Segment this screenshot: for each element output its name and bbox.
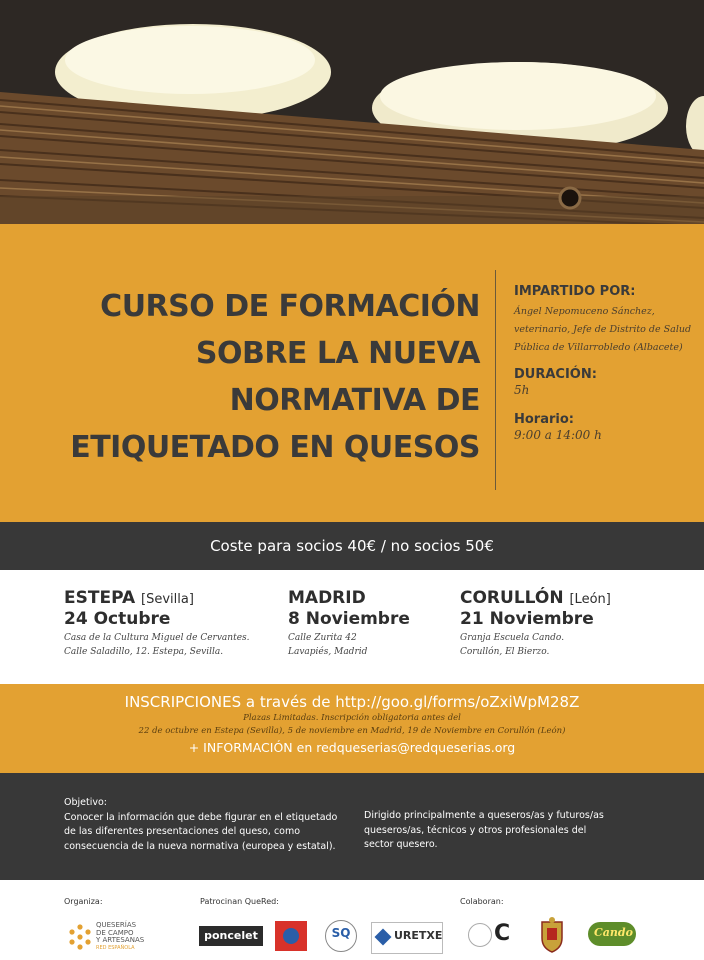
uretxe-logo <box>371 922 443 954</box>
title-line: NORMATIVA DE <box>229 383 480 418</box>
c-text: C <box>494 921 511 946</box>
circle-icon <box>283 928 299 944</box>
course-title <box>20 283 480 471</box>
location-estepa <box>64 588 250 659</box>
impartido-line: Pública de Villarrobledo (Albacete) <box>514 342 683 353</box>
title-line: CURSO DE FORMACIÓN <box>100 289 480 324</box>
inscripciones-section <box>0 684 704 773</box>
queserias-text: RED ESPAÑOLA <box>96 944 135 951</box>
c-logo <box>468 921 516 951</box>
objetivo-line: consecuencia de la nueva normativa (europea y estatal). <box>64 840 336 852</box>
shield-icon <box>538 916 566 954</box>
shield-logo <box>538 916 566 954</box>
inscripciones-dates: 22 de octubre en Estepa (Sevilla), 5 de noviembre en Madrid, 19 de Noviembre en Corullón (León) <box>138 726 566 736</box>
queserias-text: DE CAMPO <box>96 928 134 937</box>
dirigido-line: sector quesero. <box>364 839 438 850</box>
location-region: [León] <box>569 592 611 607</box>
cando-text: Cando <box>594 926 633 939</box>
location-address: Calle Saladillo, 12. Estepa, Sevilla. <box>64 647 224 657</box>
sponsor-logo-red <box>275 921 307 951</box>
location-region: [Sevilla] <box>141 592 194 607</box>
objetivo-label: Objetivo: <box>64 797 107 808</box>
location-date: 8 Noviembre <box>288 609 410 629</box>
impartido-line: veterinario, Jefe de Distrito de Salud <box>514 324 692 335</box>
objetivo-block <box>64 796 354 854</box>
hero-illustration <box>0 0 704 224</box>
location-city: CORULLÓN <box>460 588 564 608</box>
location-address: Lavapiés, Madrid <box>288 647 368 657</box>
horario-value: 9:00 a 14:00 h <box>514 428 602 442</box>
diamond-icon <box>375 929 392 946</box>
dirigido-block <box>364 809 624 853</box>
queserias-text: Y ARTESANAS <box>96 936 145 944</box>
divider <box>495 270 496 490</box>
location-address: Granja Escuela Cando. <box>460 633 565 643</box>
sq-logo <box>321 918 361 954</box>
dots-icon <box>66 923 94 951</box>
horario-label: Horario: <box>514 412 574 427</box>
objective-section <box>0 773 704 880</box>
duracion-value: 5h <box>514 383 530 397</box>
objetivo-line: de las diferentes presentaciones del queso, como <box>64 826 301 837</box>
cost-bar: Coste para socios 40€ / no socios 50€ <box>0 522 704 570</box>
course-info <box>514 284 699 443</box>
location-date: 21 Noviembre <box>460 609 594 629</box>
location-address: Corullón, El Bierzo. <box>460 647 550 657</box>
organiza-label: Organiza: <box>64 897 103 906</box>
location-city: MADRID <box>288 588 366 608</box>
objetivo-line: Conocer la información que debe figurar en el etiquetado <box>64 811 338 823</box>
location-date: 24 Octubre <box>64 609 171 629</box>
inscripciones-link[interactable]: INSCRIPCIONES a través de http://goo.gl/forms/oZxiWpM28Z <box>124 693 580 711</box>
dirigido-line: queseros/as, técnicos y otros profesionales del <box>364 824 587 836</box>
location-address: Calle Zurita 42 <box>288 633 357 643</box>
inscripciones-note: Plazas Limitadas. Inscripción obligatoria antes del <box>243 713 461 723</box>
cando-logo <box>588 922 638 948</box>
poncelet-logo: poncelet <box>199 926 263 946</box>
uretxe-text: URETXE <box>394 929 443 942</box>
duracion-label: DURACIÓN: <box>514 367 597 382</box>
sq-text: SQ <box>331 926 351 940</box>
impartido-label: IMPARTIDO POR: <box>514 284 636 299</box>
location-corullon <box>460 588 611 659</box>
patrocinan-label: Patrocinan QueRed: <box>200 897 279 906</box>
location-address: Casa de la Cultura Miguel de Cervantes. <box>64 633 250 643</box>
title-line: SOBRE LA NUEVA <box>195 336 480 371</box>
info-email[interactable]: + INFORMACIÓN en redqueserias@redqueserias.org <box>188 740 516 755</box>
queserias-text: QUESERÍAS <box>96 921 137 929</box>
colaboran-label: Colaboran: <box>460 897 504 906</box>
hero-photo-cheeses <box>0 0 704 224</box>
dirigido-line: Dirigido principalmente a queseros/as y futuros/as <box>364 810 604 821</box>
title-line: ETIQUETADO EN QUESOS <box>70 430 480 465</box>
impartido-line: Ángel Nepomuceno Sánchez, <box>514 306 655 317</box>
location-madrid <box>288 588 410 659</box>
location-city: ESTEPA <box>64 588 136 608</box>
queserias-logo <box>66 920 176 954</box>
